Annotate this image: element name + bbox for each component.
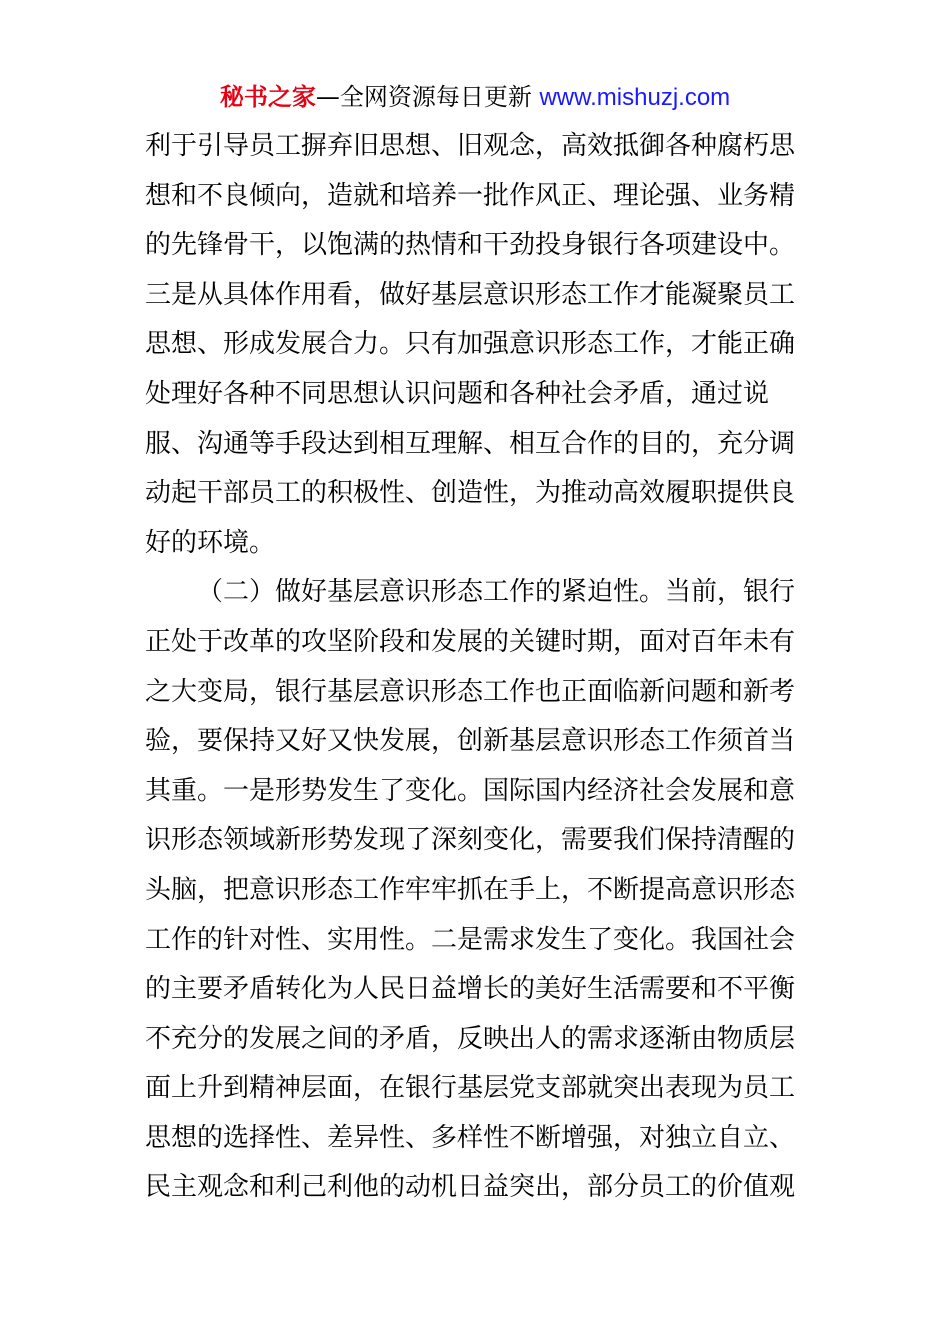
text-line: 头脑，把意识形态工作牢牢抓在手上，不断提高意识形态 (145, 874, 796, 905)
text-line: 其重。一是形势发生了变化。国际国内经济社会发展和意 (145, 775, 796, 806)
text-line: 工作的针对性、实用性。二是需求发生了变化。我国社会 (145, 924, 796, 955)
text-line: 思想的选择性、差异性、多样性不断增强，对独立自立、 (145, 1122, 796, 1153)
text-line: 动起干部员工的积极性、创造性，为推动高效履职提供良 (145, 478, 796, 509)
text-line: 想和不良倾向，造就和培养一批作风正、理论强、业务精 (145, 180, 796, 211)
text-line: 的先锋骨干，以饱满的热情和干劲投身银行各项建设中。 (145, 230, 796, 261)
document-body (145, 122, 815, 1213)
text-line: 好的环境。 (145, 527, 276, 558)
site-brand: 秘书之家 (219, 83, 316, 111)
text-line: （二）做好基层意识形态工作的紧迫性。当前，银行 (197, 577, 796, 608)
text-line: 验，要保持又好又快发展，创新基层意识形态工作须首当 (145, 726, 796, 757)
text-line: 三是从具体作用看，做好基层意识形态工作才能凝聚员工 (145, 279, 796, 310)
text-line: 的主要矛盾转化为人民日益增长的美好生活需要和不平衡 (145, 974, 796, 1005)
text-line: 之大变局，银行基层意识形态工作也正面临新问题和新考 (145, 676, 796, 707)
text-line: 面上升到精神层面，在银行基层党支部就突出表现为员工 (145, 1073, 796, 1104)
text-line: 正处于改革的攻坚阶段和发展的关键时期，面对百年未有 (145, 626, 796, 657)
text-line: 利于引导员工摒弃旧思想、旧观念，高效抵御各种腐朽思 (145, 131, 796, 161)
site-slogan: —全网资源每日更新 (315, 83, 532, 111)
text-line: 民主观念和利己利他的动机日益突出，部分员工的价值观 (145, 1172, 796, 1203)
text-line: 不充分的发展之间的矛盾，反映出人的需求逐渐由物质层 (145, 1023, 796, 1054)
site-header (0, 80, 950, 115)
text-line: 识形态领域新形势发现了深刻变化，需要我们保持清醒的 (145, 825, 796, 856)
text-line: 处理好各种不同思想认识问题和各种社会矛盾，通过说 (145, 378, 770, 409)
text-line: 服、沟通等手段达到相互理解、相互合作的目的，充分调 (145, 428, 796, 459)
site-url-link[interactable]: www.mishuzj.com (539, 84, 731, 111)
text-line: 思想、形成发展合力。只有加强意识形态工作，才能正确 (145, 329, 796, 360)
